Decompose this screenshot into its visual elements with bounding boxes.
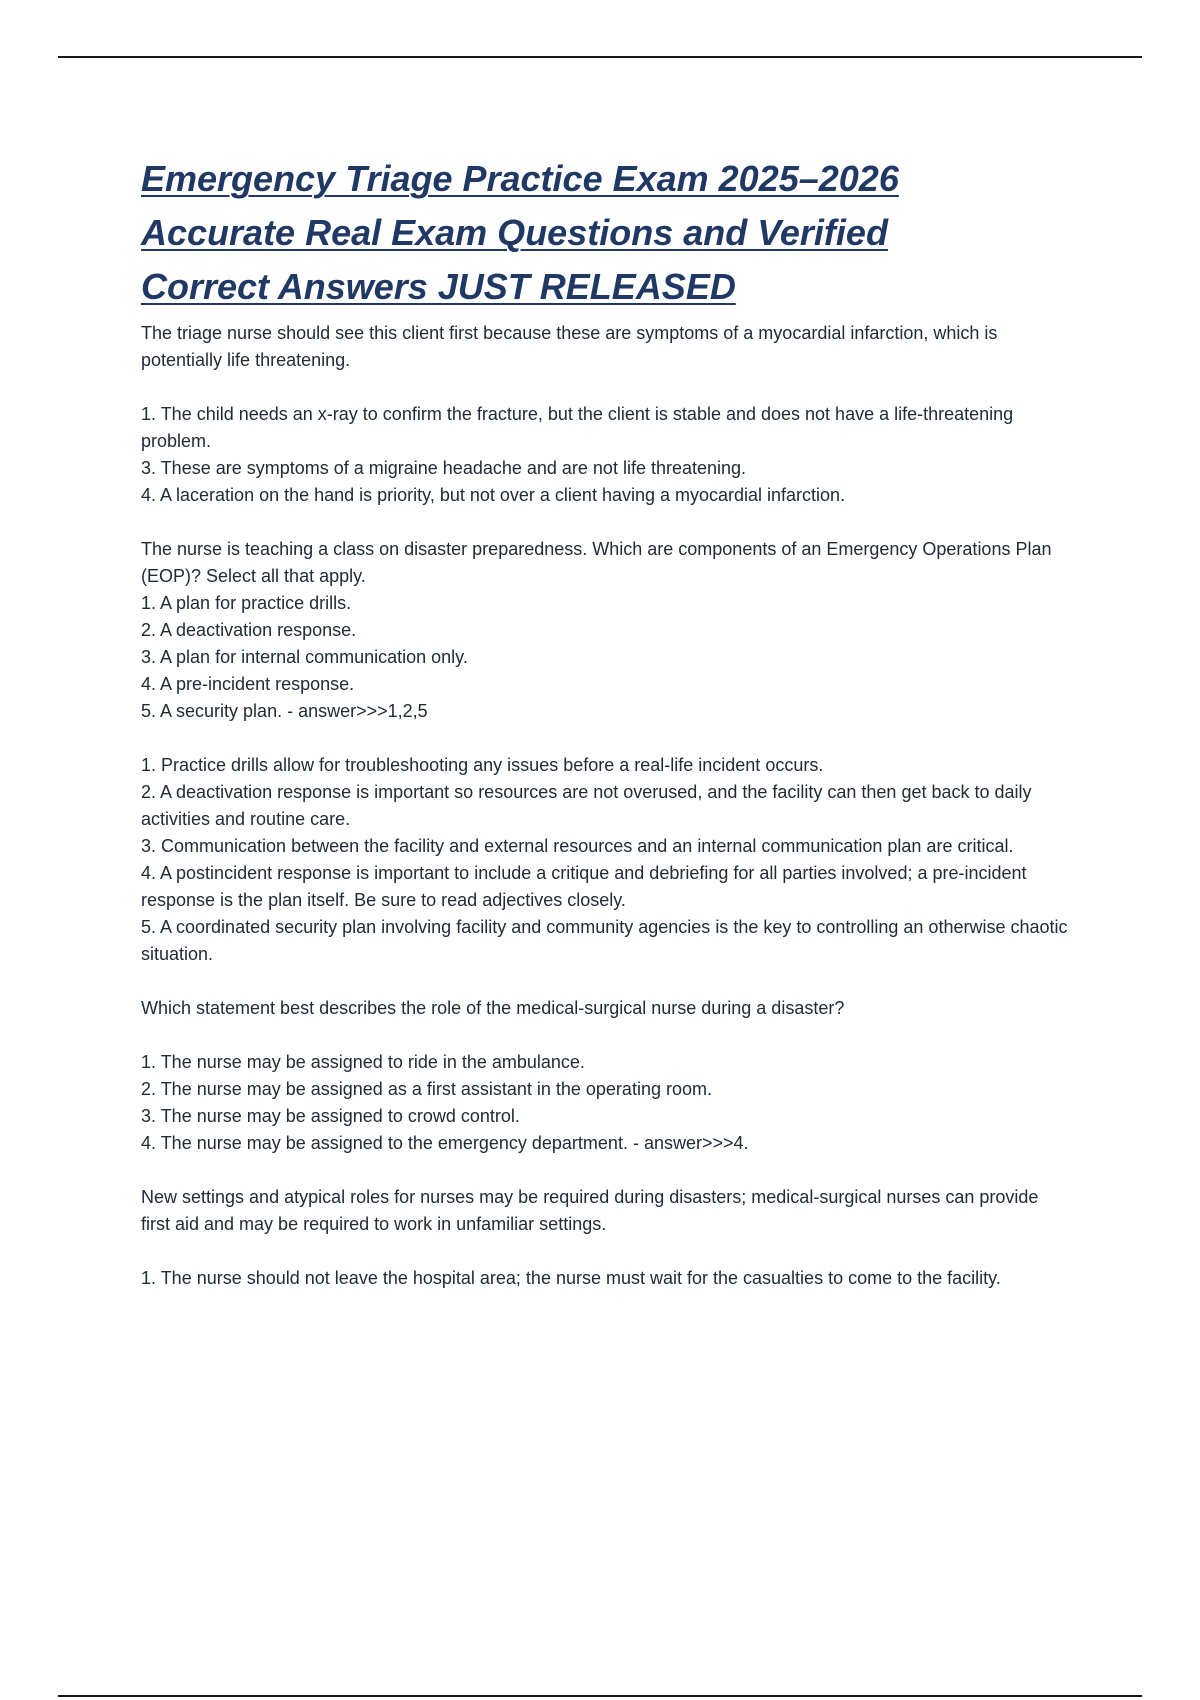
title-line: Correct Answers JUST RELEASED <box>141 266 736 307</box>
paragraph: 4. A laceration on the hand is priority, but not over a client having a myocardial infarction. <box>141 485 846 505</box>
answer-option: 1. A plan for practice drills. <box>141 593 352 613</box>
paragraph: 1. Practice drills allow for troubleshooting any issues before a real-life incident occurs. <box>141 755 824 775</box>
paragraph: 4. A postincident response is important to include a critique and debriefing for all parties involved; a pre-incident response is the plan itself. Be sure to read adjectives closely. <box>141 863 1027 910</box>
eop-rationales <box>141 752 1071 968</box>
top-rule <box>58 56 1142 58</box>
question-eop <box>141 536 1071 725</box>
answer-option: 4. The nurse may be assigned to the emergency department. - answer>>>4. <box>141 1133 749 1153</box>
paragraph: 3. These are symptoms of a migraine headache and are not life threatening. <box>141 458 747 478</box>
paragraph: 5. A coordinated security plan involving facility and community agencies is the key to controlling an otherwise chaotic situation. <box>141 917 1068 964</box>
answer-option: 3. The nurse may be assigned to crowd control. <box>141 1106 520 1126</box>
paragraph: 1. The nurse should not leave the hospital area; the nurse must wait for the casualties to come to the facility. <box>141 1268 1001 1288</box>
answer-option: 3. A plan for internal communication only. <box>141 647 468 667</box>
answer-option: 4. A pre-incident response. <box>141 674 355 694</box>
question-stem: Which statement best describes the role of the medical-surgical nurse during a disaster? <box>141 998 845 1018</box>
question-stem: The nurse is teaching a class on disaster preparedness. Which are components of an Emergency Operations Plan (EOP)? Select all that apply. <box>141 539 1052 586</box>
paragraph: 3. Communication between the facility and external resources and an internal communication plan are critical. <box>141 836 1014 856</box>
title-line: Accurate Real Exam Questions and Verified <box>141 212 888 253</box>
document-body <box>141 152 1071 1292</box>
paragraph: 1. The child needs an x-ray to confirm the fracture, but the client is stable and does not have a life-threatening problem. <box>141 404 1014 451</box>
document-title <box>141 152 1071 314</box>
answer-option: 2. A deactivation response. <box>141 620 357 640</box>
disaster-role-options <box>141 1049 1071 1157</box>
distractor-rationales <box>141 401 1071 509</box>
paragraph: New settings and atypical roles for nurses may be required during disasters; medical-surgical nurses can provide first aid and may be required to work in unfamiliar settings. <box>141 1187 1039 1234</box>
answer-option: 2. The nurse may be assigned as a first assistant in the operating room. <box>141 1079 712 1099</box>
disaster-role-rationale <box>141 1184 1071 1238</box>
answer-option: 1. The nurse may be assigned to ride in the ambulance. <box>141 1052 585 1072</box>
paragraph: The triage nurse should see this client first because these are symptoms of a myocardial infarction, which is potentially life threatening. <box>141 323 998 370</box>
answer-option: 5. A security plan. - answer>>>1,2,5 <box>141 701 428 721</box>
paragraph: 2. A deactivation response is important so resources are not overused, and the facility can then get back to daily activities and routine care. <box>141 782 1032 829</box>
question-disaster-role <box>141 995 1071 1022</box>
bottom-rule <box>58 1695 1142 1697</box>
title-line: Emergency Triage Practice Exam 2025–2026 <box>141 158 899 199</box>
disaster-role-distractor <box>141 1265 1071 1292</box>
rationale-block <box>141 320 1071 374</box>
